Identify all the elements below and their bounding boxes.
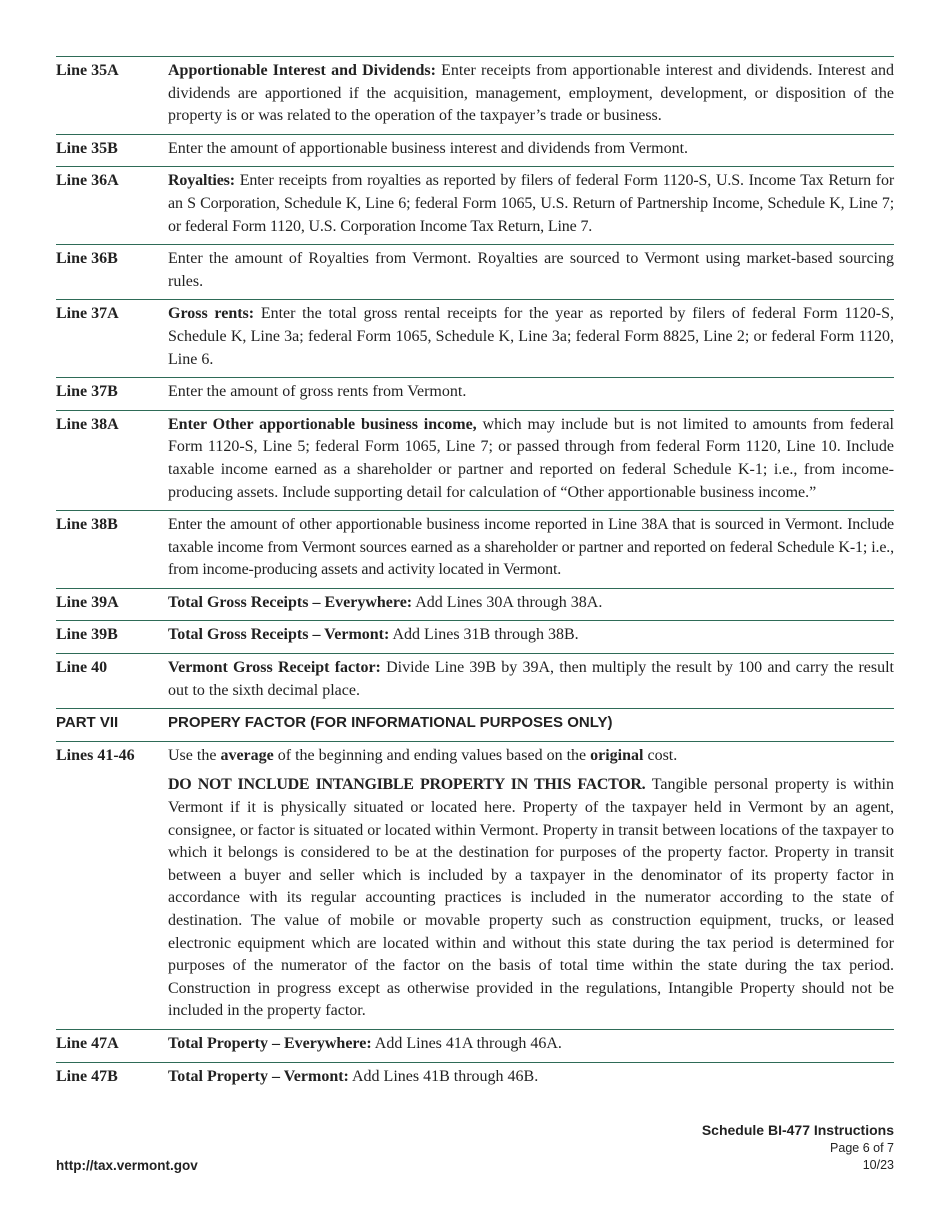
line-label: Line 35B: [56, 139, 118, 157]
line-47b-row: [56, 1062, 894, 1095]
intro-text: Use the: [168, 746, 221, 764]
line-label: Lines 41-46: [56, 746, 135, 764]
line-text: [168, 745, 894, 768]
line-text: [168, 381, 894, 404]
paragraph-heading: DO NOT INCLUDE INTANGIBLE PROPERTY IN THIS FACTOR.: [168, 776, 646, 794]
line-label: Line 38A: [56, 415, 119, 433]
part-label: PART VII: [56, 714, 119, 732]
line-label: Line 39B: [56, 626, 118, 644]
line-38b-row: [56, 510, 894, 588]
line-body: Enter the amount of Royalties from Vermont. Royalties are sourced to Vermont using market-based sourcing rules.: [168, 250, 894, 290]
line-body: Enter receipts from apportionable interest and dividends. Interest and dividends are apportioned if the acquisition, management, employment, development, or disposition of the property is or was related to the operation of the taxpayer’s trade or business.: [168, 62, 895, 125]
line-label: Line 37B: [56, 383, 118, 401]
intro-text: of the beginning and ending values based on the: [273, 746, 591, 764]
lines-41-46-row: [56, 741, 894, 774]
line-47a-row: [56, 1029, 894, 1062]
line-label: Line 39A: [56, 593, 119, 611]
intro-emphasis: average: [220, 746, 274, 764]
line-text: [168, 303, 894, 371]
line-label: Line 36A: [56, 172, 119, 190]
line-body: Enter the amount of gross rents from Vermont.: [168, 383, 467, 401]
line-body: Enter the amount of apportionable business interest and dividends from Vermont.: [168, 139, 689, 157]
line-heading: Vermont Gross Receipt factor:: [168, 659, 381, 677]
part-title: PROPERY FACTOR (FOR INFORMATIONAL PURPOSES ONLY): [168, 714, 613, 732]
line-body: Add Lines 41A through 46A.: [371, 1034, 562, 1052]
line-heading: Royalties:: [168, 172, 235, 190]
lines-41-46-intro: [168, 745, 894, 768]
line-text: [168, 1033, 894, 1056]
line-39a-row: [56, 588, 894, 621]
line-text: [168, 1066, 894, 1089]
line-body: Add Lines 41B through 46B.: [348, 1067, 539, 1085]
line-text: [168, 514, 894, 582]
line-39b-row: [56, 620, 894, 653]
line-label: Line 40: [56, 659, 108, 677]
line-body: Divide Line 39B by 39A, then multiply the result by 100 and carry the result out to the sixth decimal place.: [168, 659, 894, 699]
line-heading: Apportionable Interest and Dividends:: [168, 62, 436, 79]
part-vii-header: [56, 708, 894, 741]
line-text: [168, 592, 894, 615]
property-factor-paragraph-row: [56, 773, 894, 1029]
line-heading: Total Property – Vermont:: [168, 1067, 349, 1085]
line-label: Line 47B: [56, 1067, 118, 1085]
line-35a-row: [56, 56, 894, 134]
line-text: [168, 657, 894, 702]
line-body: which may include but is not limited to amounts from federal Form 1120-S, Line 5; federal Form 1065, Line 7; or passed through from federal Form 1120, Line 10. Include taxable income earned as a shareholder or partner and reported on federal Schedule K-1; i.e., from income-producing assets. Include supporting detail for calculation of “Other apportionable business income.”: [168, 415, 894, 501]
line-heading: Total Property – Everywhere:: [168, 1034, 372, 1052]
footer-page-number: Page 6 of 7: [830, 1141, 894, 1155]
line-body: Enter the total gross rental receipts for the year as reported by filers of federal Form 1120-S, Schedule K, Line 3a; federal Form 1065, Schedule K, Line 3a; federal Form 8825, Line 2; or federal Form 1120, Line 6.: [168, 305, 895, 368]
line-text: [168, 170, 894, 238]
line-35b-row: [56, 134, 894, 167]
footer-date: 10/23: [862, 1158, 894, 1172]
line-label: Line 35A: [56, 62, 119, 79]
line-38a-row: [56, 410, 894, 510]
empty-label: [56, 774, 168, 1023]
line-36a-row: [56, 166, 894, 244]
line-text: [168, 248, 894, 293]
line-heading: Gross rents:: [168, 305, 255, 323]
instructions-body: [56, 56, 894, 1094]
property-factor-paragraph: [168, 774, 894, 1023]
line-37b-row: [56, 377, 894, 410]
line-text: [168, 414, 894, 504]
line-37a-row: [56, 299, 894, 377]
intro-emphasis: original: [590, 746, 644, 764]
line-label: Line 37A: [56, 305, 119, 323]
footer-document-info: [702, 1121, 894, 1174]
line-body: Add Lines 30A through 38A.: [412, 593, 603, 611]
footer-title: Schedule BI-477 Instructions: [701, 1122, 894, 1138]
line-heading: Total Gross Receipts – Vermont:: [168, 626, 390, 644]
line-text: [168, 60, 894, 128]
line-body: Enter receipts from royalties as reported by filers of federal Form 1120-S, U.S. Income Tax Return for an S Corporation, Schedule K, Line 6; federal Form 1065, U.S. Return of Partnership Income, Schedule K, Line 7; or federal Form 1120, U.S. Corporation Income Tax Return, Line 7.: [168, 172, 894, 235]
paragraph-body: Tangible personal property is within Vermont if it is physically situated or located here. Property of the taxpayer held in Vermont by an agent, consignee, or factor is situated or located within Vermont. Property in transit between locations of the taxpayer to which it belongs is considered to be at the destination for purposes of the property factor. Property in transit between a buyer and seller which is included by a taxpayer in the denominator of its property factor in accordance with its regular accounting practices is included in the numerator according to the state of destination. The value of mobile or movable property such as construction equipment, trucks, or leased electronic equipment which are located within and without this state during the tax period is determined for purposes of the numerator of the factor on the basis of total time within the state during the tax period. Construction in progress except as otherwise provided in the regulations, Intangible Property should not be included in the property factor.: [168, 776, 894, 1020]
line-body: Enter the amount of other apportionable business income reported in Line 38A that is sourced in Vermont. Include taxable income from Vermont sources earned as a shareholder or partner and reported on federal Schedule K-1; i.e., from income-producing assets and activity located in Vermont.: [168, 516, 894, 579]
line-label: Line 38B: [56, 516, 118, 534]
line-text: [168, 138, 894, 161]
line-label: Line 47A: [56, 1034, 119, 1052]
line-label: Line 36B: [56, 250, 118, 268]
line-40-row: [56, 653, 894, 708]
intro-text: cost.: [643, 746, 678, 764]
line-body: Add Lines 31B through 38B.: [389, 626, 579, 644]
line-text: [168, 624, 894, 647]
line-36b-row: [56, 244, 894, 299]
line-heading: Total Gross Receipts – Everywhere:: [168, 593, 413, 611]
footer-url: http://tax.vermont.gov: [56, 1158, 198, 1173]
line-heading: Enter Other apportionable business income,: [168, 415, 477, 433]
